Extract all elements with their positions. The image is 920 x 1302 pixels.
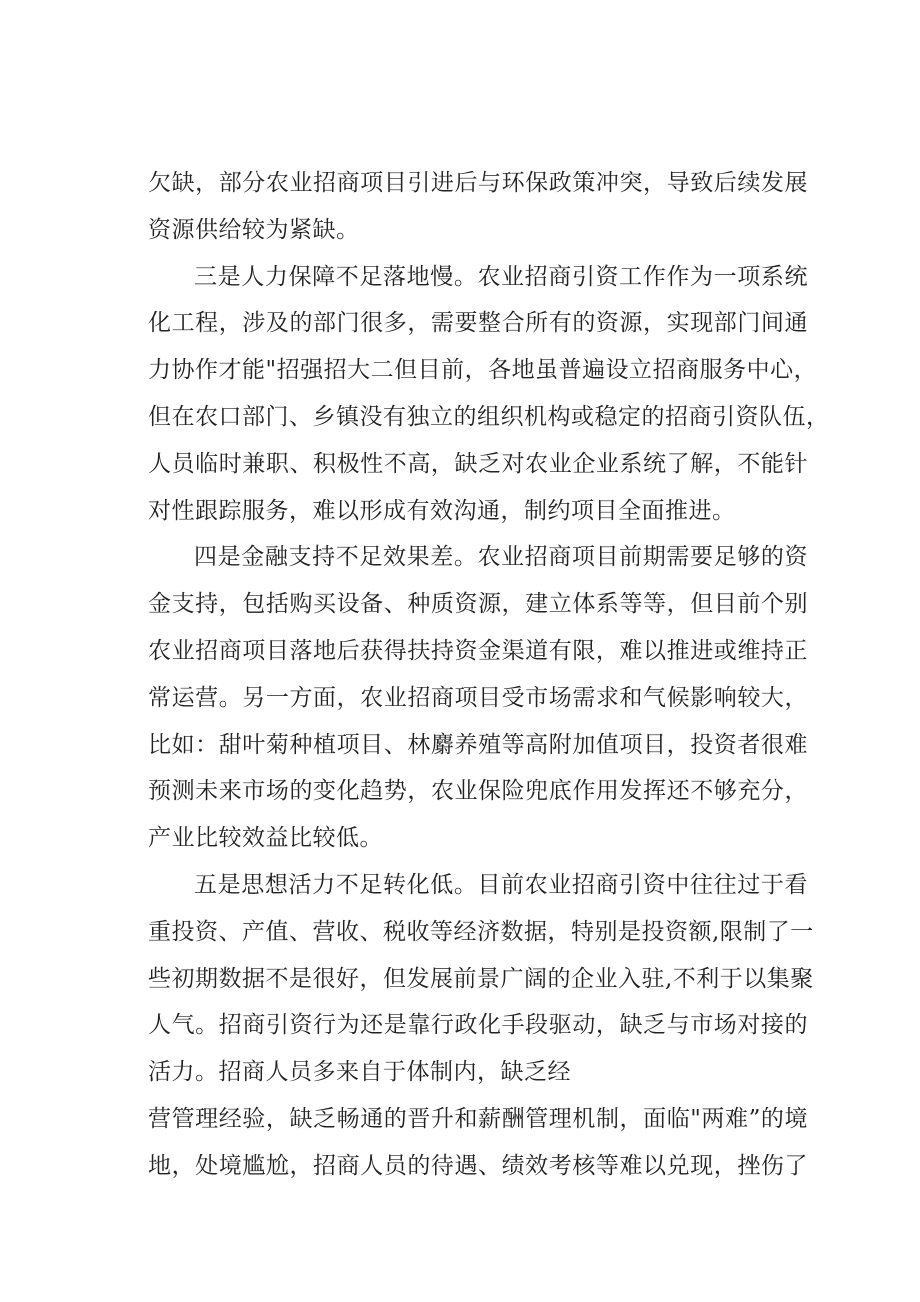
text-line: 农业招商项目落地后获得扶持资金渠道有限，难以推进或维持正 xyxy=(148,637,808,664)
text-line: 对性跟踪服务，难以形成有效沟通，制约项目全面推进。 xyxy=(148,497,736,524)
text-line: 化工程，涉及的部门很多，需要整合所有的资源，实现部门间通 xyxy=(148,310,808,337)
document-body xyxy=(148,160,830,1190)
text-line: 预测未来市场的变化趋势，农业保险兜底作用发挥还不够充分， xyxy=(148,778,808,805)
text-line: 但在农口部门、乡镇没有独立的组织机构或稳定的招商引资队伍， xyxy=(148,403,830,430)
text-line: 四是金融支持不足效果差。农业招商项目前期需要足够的资 xyxy=(194,544,808,571)
text-line: 常运营。另一方面，农业招商项目受市场需求和气候影响较大， xyxy=(148,684,808,711)
text-line: 力协作才能"招强招大二但目前，各地虽普遍设立招商服务中心， xyxy=(148,357,818,384)
text-line: 营管理经验，缺乏畅通的晋升和薪酬管理机制，面临"两难”的境 xyxy=(148,1105,808,1132)
text-line: 资源供给较为紧缺。 xyxy=(148,216,360,243)
text-line: 人员临时兼职、积极性不高，缺乏对农业企业系统了解，不能针 xyxy=(148,450,808,477)
text-line: 欠缺，部分农业招商项目引进后与环保政策冲突，导致后续发展 xyxy=(148,170,808,196)
text-line: 金支持，包括购买设备、种质资源，建立体系等等，但目前个别 xyxy=(148,591,808,618)
text-line: 重投资、产值、营收、税收等经济数据，特别是投资额,限制了一 xyxy=(148,918,814,945)
text-line: 地，处境尴尬，招商人员的待遇、绩效考核等难以兑现，挫伤了 xyxy=(148,1152,808,1179)
text-line: 三是人力保障不足落地慢。农业招商引资工作作为一项系统 xyxy=(194,263,808,290)
text-line: 产业比较效益比较低。 xyxy=(148,825,383,852)
text-line: 活力。招商人员多来自于体制内，缺乏经 xyxy=(148,1059,571,1086)
text-line: 人气。招商引资行为还是靠行政化手段驱动，缺乏与市场对接的 xyxy=(148,1012,808,1039)
text-line: 五是思想活力不足转化低。目前农业招商引资中往往过于看 xyxy=(194,871,808,898)
text-line: 些初期数据不是很好，但发展前景广阔的企业入驻,不利于以集聚 xyxy=(148,965,814,992)
text-line: 比如：甜叶菊种植项目、林麝养殖等高附加值项目，投资者很难 xyxy=(148,731,808,758)
